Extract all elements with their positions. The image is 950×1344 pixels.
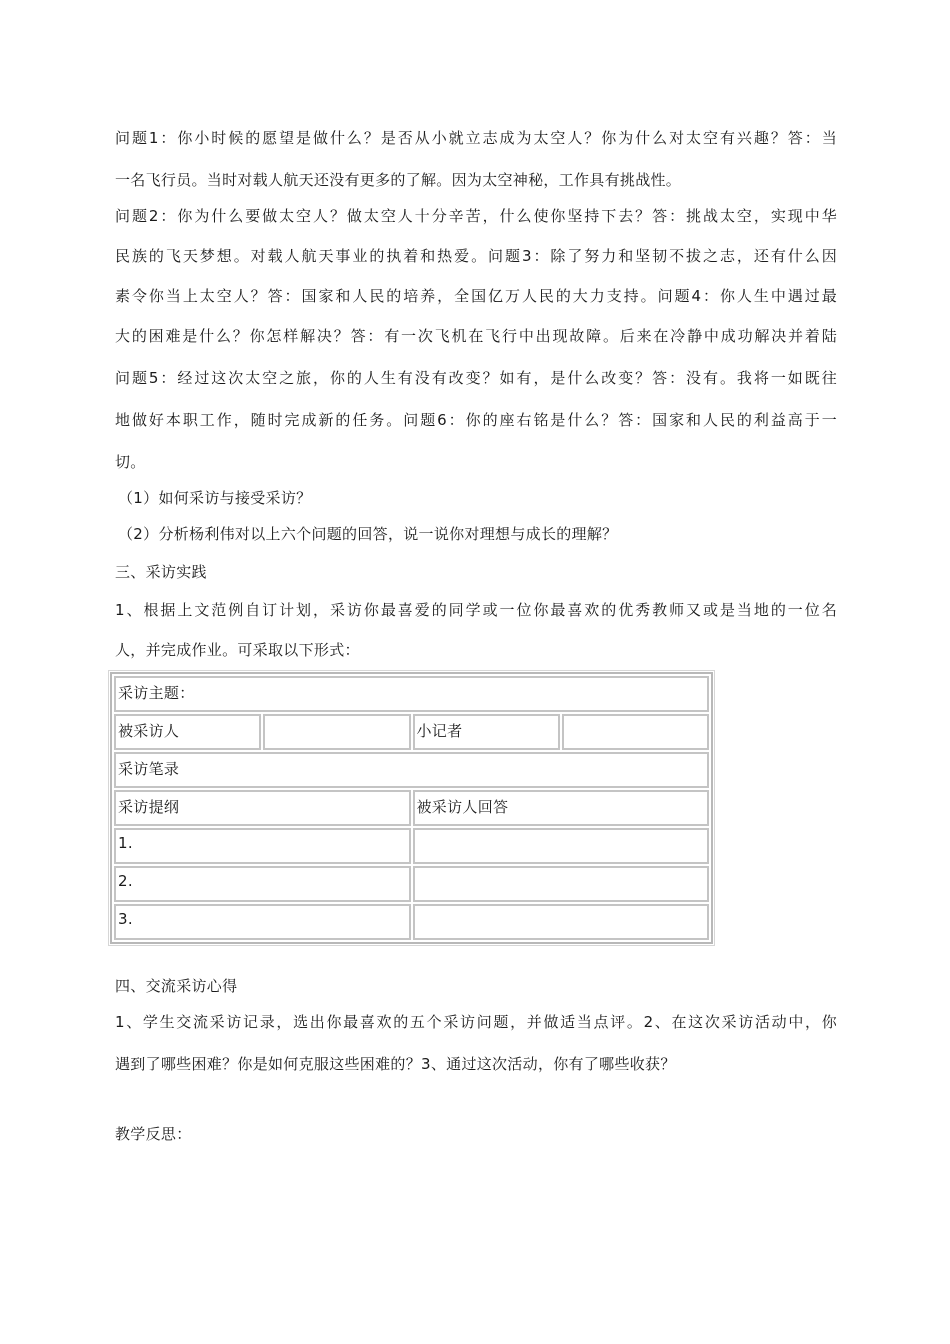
section-3-heading: 三、采访实践 [115,563,207,581]
answer-cell-1[interactable] [413,828,710,864]
q1-line-1: 问题1：你小时候的愿望是做什么？是否从小就立志成为太空人？你为什么对太空有兴趣？答：当 [115,129,837,147]
section-4-line-2: 遇到了哪些困难？你是如何克服这些困难的？3、通过这次活动，你有了哪些收获？ [115,1055,676,1073]
table-row [114,828,709,864]
q5-line-1: 问题5：经过这次太空之旅，你的人生有没有改变？如有，是什么改变？答：没有。我将一如既往 [115,369,837,387]
section-4-heading: 四、交流采访心得 [115,977,238,995]
q2-line-4: 大的困难是什么？你怎样解决？答：有一次飞机在飞行中出现故障。后来在冷静中成功解决并着陆 [115,327,837,345]
topic-cell[interactable]: 采访主题： [114,676,709,712]
answer-cell-3[interactable] [413,904,710,940]
outline-header: 采访提纲 [114,790,411,826]
outline-cell-2[interactable]: 2. [114,866,411,902]
question-item-2: （2）分析杨利伟对以上六个问题的回答，说一说你对理想与成长的理解？ [118,525,618,543]
outline-cell-1[interactable]: 1. [114,828,411,864]
notes-label: 采访笔录 [114,752,709,788]
q1-line-2: 一名飞行员。当时对载人航天还没有更多的了解。因为太空神秘，工作具有挑战性。 [115,171,682,189]
teaching-reflection-label: 教学反思： [115,1125,192,1143]
answer-header: 被采访人回答 [413,790,710,826]
q5-line-3: 切。 [115,453,146,471]
interviewee-label: 被采访人 [114,714,261,750]
interviewee-value-cell[interactable] [263,714,410,750]
reporter-label: 小记者 [413,714,560,750]
q5-line-2: 地做好本职工作，随时完成新的任务。问题6：你的座右铭是什么？答：国家和人民的利益高于一 [115,411,837,429]
answer-cell-2[interactable] [413,866,710,902]
question-item-1: （1）如何采访与接受采访？ [118,489,312,507]
q2-line-1: 问题2：你为什么要做太空人？做太空人十分辛苦，什么使你坚持下去？答：挑战太空，实现中华 [115,207,837,225]
section-3-task-line-1: 1、根据上文范例自订计划，采访你最喜爱的同学或一位你最喜欢的优秀教师又或是当地的一位名 [115,601,837,619]
table-row [114,866,709,902]
interview-form-table [110,672,713,944]
section-4-line-1: 1、学生交流采访记录，选出你最喜欢的五个采访问题，并做适当点评。2、在这次采访活动中，你 [115,1013,837,1031]
q2-line-3: 素令你当上太空人？答：国家和人民的培养，全国亿万人民的大力支持。问题4：你人生中遇过最 [115,287,837,305]
reporter-value-cell[interactable] [562,714,709,750]
q2-line-2: 民族的飞天梦想。对载人航天事业的执着和热爱。问题3：除了努力和坚韧不拔之志，还有什么因 [115,247,837,265]
section-3-task-line-2: 人，并完成作业。可采取以下形式： [115,641,360,659]
outline-cell-3[interactable]: 3. [114,904,411,940]
table-row [114,904,709,940]
